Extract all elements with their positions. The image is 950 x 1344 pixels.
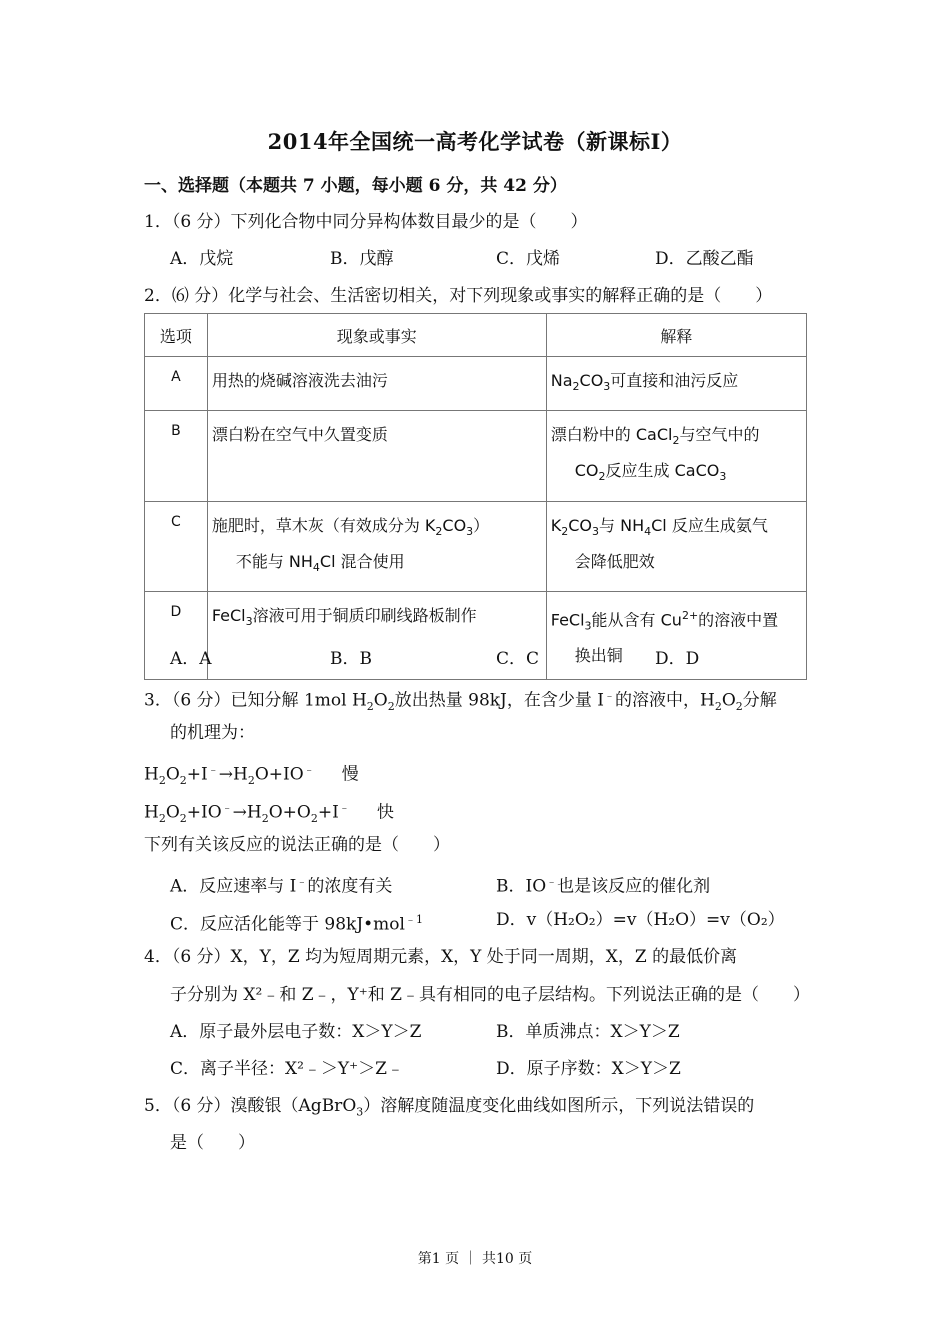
row-letter: A (171, 369, 181, 385)
q3-option-a: A．反应速率与 I﹣的浓度有关 (170, 875, 393, 897)
q1-option-c: C．戊烯 (496, 249, 561, 269)
row-fact: FeCl$_3$溶液可用于铜质印刷线路板制作 (211, 605, 477, 629)
question-2-stem: 2．⑹ 分）化学与社会、生活密切相关，对下列现象或事实的解释正确的是（ ） (144, 286, 773, 306)
q2-table (144, 313, 807, 680)
table-row (145, 357, 807, 411)
question-5-stem: 5．（6 分）溴酸银（AgBrO$_3$）溶解度随温度变化曲线如图所示，下列说法错误的 (144, 1096, 755, 1119)
q3-option-b: B．IO﹣也是该反应的催化剂 (496, 875, 711, 897)
question-3-ask: 下列有关该反应的说法正确的是（ ） (144, 835, 450, 855)
q2-option-c: C．C (496, 649, 540, 669)
row-explanation: $Na_2CO_3$可直接和油污反应 (550, 371, 739, 394)
row-explanation: FeCl$_3$能从含有 $Cu^{2+}$的溶液中置 换出铜 (550, 608, 779, 666)
section-heading: 一、选择题（本题共 7 小题，每小题 6 分，共 42 分） (144, 176, 567, 196)
header-option: 选项 (145, 314, 208, 357)
q2-option-a: A．A (170, 649, 212, 669)
question-4-stem-cont: 子分别为 X²﹣和 Z﹣，Y⁺和 Z﹣具有相同的电子层结构。下列说法正确的是（ ） (170, 985, 810, 1005)
question-1-stem: 1．（6 分）下列化合物中同分异构体数目最少的是（ ） (144, 212, 588, 232)
question-4-stem: 4．（6 分）X，Y，Z 均为短周期元素，X，Y 处于同一周期，X，Z 的最低价离 (144, 947, 738, 967)
question-5-stem-cont: 是（ ） (170, 1133, 255, 1153)
q1-option-b: B．戊醇 (330, 249, 394, 269)
q3-option-d: D．v（H₂O₂）=v（H₂O）=v（O₂） (496, 910, 785, 930)
question-3-stem-cont: 的机理为： (170, 723, 255, 743)
table-row (145, 411, 807, 501)
q1-option-d: D．乙酸乙酯 (655, 249, 754, 269)
row-explanation: 漂白粉中的 CaCl$_2$与空气中的 $CO_2$反应生成 CaCO$_3$ (550, 425, 760, 484)
q4-option-a: A．原子最外层电子数：X＞Y＞Z (170, 1022, 422, 1042)
q2-option-b: B．B (330, 649, 372, 669)
table-row (145, 501, 807, 591)
header-fact: 现象或事实 (207, 314, 546, 357)
page-title: 2014年全国统一高考化学试卷（新课标I） (267, 129, 683, 154)
table-header-row (145, 314, 807, 357)
q3-equation-2: $H_2O_2+IO^﹣\to H_2O+O_2+I^﹣$ 快 (144, 801, 394, 826)
row-fact: 漂白粉在空气中久置变质 (211, 425, 388, 445)
page-footer: 第1 页 ｜ 共10 页 (417, 1251, 533, 1267)
q3-option-c: C．反应活化能等于 98kJ•mol$^{﹣1}$ (170, 913, 423, 935)
q4-option-b: B．单质沸点：X＞Y＞Z (496, 1022, 680, 1042)
row-letter: C (171, 513, 181, 530)
q3-equation-1: $H_2O_2+I^﹣\to H_2O+IO^﹣$ 慢 (144, 763, 359, 788)
q4-option-c: C．离子半径：X²﹣＞Y⁺＞Z﹣ (170, 1059, 404, 1079)
question-3-stem: 3．（6 分）已知分解 1mol $H_2O_2$放出热量 98kJ，在含少量 I﹣的溶液中，$H_2O_2$分解 (144, 689, 777, 714)
row-letter: D (170, 603, 182, 620)
row-explanation: $K_2CO_3$与 $NH_4Cl$ 反应生成氨气 会降低肥效 (550, 515, 768, 571)
row-fact: 用热的烧碱溶液洗去油污 (211, 371, 388, 390)
q1-option-a: A．戊烷 (170, 249, 234, 269)
q2-option-d: D．D (655, 649, 700, 669)
q4-option-d: D．原子序数：X＞Y＞Z (496, 1059, 681, 1079)
row-letter: B (171, 423, 181, 440)
table-row (145, 591, 807, 680)
header-explanation: 解释 (546, 314, 806, 357)
row-fact: 施肥时，草木灰（有效成分为 $K_2CO_3$） 不能与 $NH_4Cl$ 混合使用 (211, 515, 490, 574)
